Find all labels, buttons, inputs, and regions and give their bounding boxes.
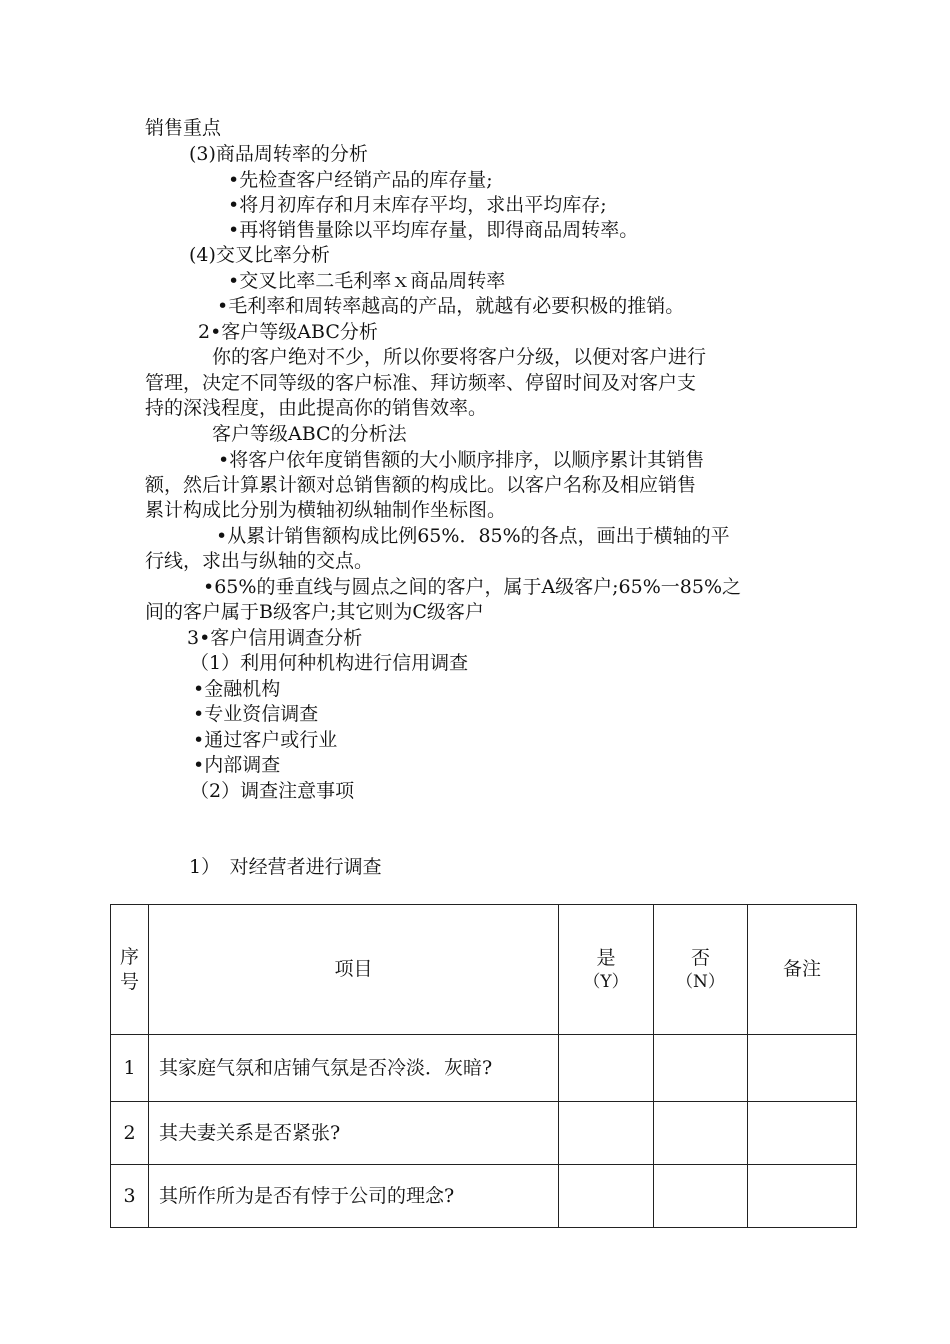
paragraph-line: 管理，决定不同等级的客户标准、拜访频率、停留时间及对客户支: [145, 372, 697, 394]
header-item: 项目: [149, 905, 559, 1035]
sub-heading: 客户等级ABC的分析法: [212, 423, 407, 445]
header-yes: [559, 905, 654, 1035]
row-number: 2: [111, 1102, 149, 1165]
row-number: 1: [111, 1035, 149, 1102]
bullet-item: •将月初库存和月末库存平均，求出平均库存;: [228, 194, 607, 216]
row-number: 3: [111, 1165, 149, 1228]
bullet-item: •再将销售量除以平均库存量，即得商品周转率。: [228, 219, 639, 241]
sub-heading: （2）调查注意事项: [190, 780, 355, 802]
paragraph-line: 累计构成比分别为横轴初纵轴制作坐标图。: [145, 499, 507, 521]
bullet-item: •交叉比率二毛利率ｘ商品周转率: [228, 270, 506, 292]
table-row: [111, 1035, 857, 1102]
bullet-item: •专业资信调查: [193, 703, 319, 725]
row-item: 其夫妻关系是否紧张?: [149, 1102, 559, 1165]
paragraph-line: 你的客户绝对不少，所以你要将客户分级，以便对客户进行: [212, 346, 707, 368]
row-item: 其家庭气氛和店铺气氛是否冷淡．灰暗?: [149, 1035, 559, 1102]
bullet-item: •毛利率和周转率越高的产品，就越有必要积极的推销。: [217, 295, 685, 317]
header-no: [654, 905, 748, 1035]
bullet-item: •先检查客户经销产品的库存量;: [228, 169, 493, 191]
bullet-item: •内部调查: [193, 754, 281, 776]
section-heading: 2•客户等级ABC分析: [198, 321, 378, 343]
text-line: 销售重点: [145, 117, 222, 139]
paragraph-line: •将客户依年度销售额的大小顺序排序，以顺序累计其销售: [218, 449, 705, 471]
header-no-sub: （N）: [676, 972, 725, 992]
sub-heading: （1）利用何种机构进行信用调查: [190, 652, 469, 674]
table-row: [111, 1102, 857, 1165]
survey-table: [110, 904, 857, 1228]
section-heading: (3)商品周转率的分析: [189, 143, 368, 165]
header-seq-label: 序号: [119, 945, 139, 993]
header-yes-label: 是: [596, 947, 616, 969]
header-yes-sub: （Y）: [583, 972, 629, 992]
paragraph-line: 持的深浅程度，由此提高你的销售效率。: [145, 397, 488, 419]
section-heading: 3•客户信用调查分析: [187, 627, 363, 649]
paragraph-line: 间的客户属于B级客户;其它则为C级客户: [145, 601, 484, 623]
header-seq: [111, 905, 149, 1035]
no-cell[interactable]: [654, 1035, 748, 1102]
bullet-item: •金融机构: [193, 678, 281, 700]
paragraph-line: •65%的垂直线与圆点之间的客户，属于A级客户;65%一85%之: [203, 576, 742, 598]
section-heading: (4)交叉比率分析: [189, 244, 330, 266]
table-caption: 1） 对经营者进行调查: [189, 856, 382, 878]
header-note: 备注: [748, 905, 857, 1035]
no-cell[interactable]: [654, 1165, 748, 1228]
yes-cell[interactable]: [559, 1035, 654, 1102]
header-no-label: 否: [690, 947, 710, 969]
no-cell[interactable]: [654, 1102, 748, 1165]
row-item: 其所作所为是否有悖于公司的理念?: [149, 1165, 559, 1228]
yes-cell[interactable]: [559, 1165, 654, 1228]
table-row: [111, 1165, 857, 1228]
note-cell[interactable]: [748, 1035, 857, 1102]
table-header-row: [111, 905, 857, 1035]
paragraph-line: •从累计销售额构成比例65%．85%的各点，画出于横轴的平: [216, 525, 730, 547]
note-cell[interactable]: [748, 1165, 857, 1228]
note-cell[interactable]: [748, 1102, 857, 1165]
yes-cell[interactable]: [559, 1102, 654, 1165]
bullet-item: •通过客户或行业: [193, 729, 338, 751]
paragraph-line: 额，然后计算累计额对总销售额的构成比。以客户名称及相应销售: [145, 474, 697, 496]
paragraph-line: 行线，求出与纵轴的交点。: [145, 550, 374, 572]
